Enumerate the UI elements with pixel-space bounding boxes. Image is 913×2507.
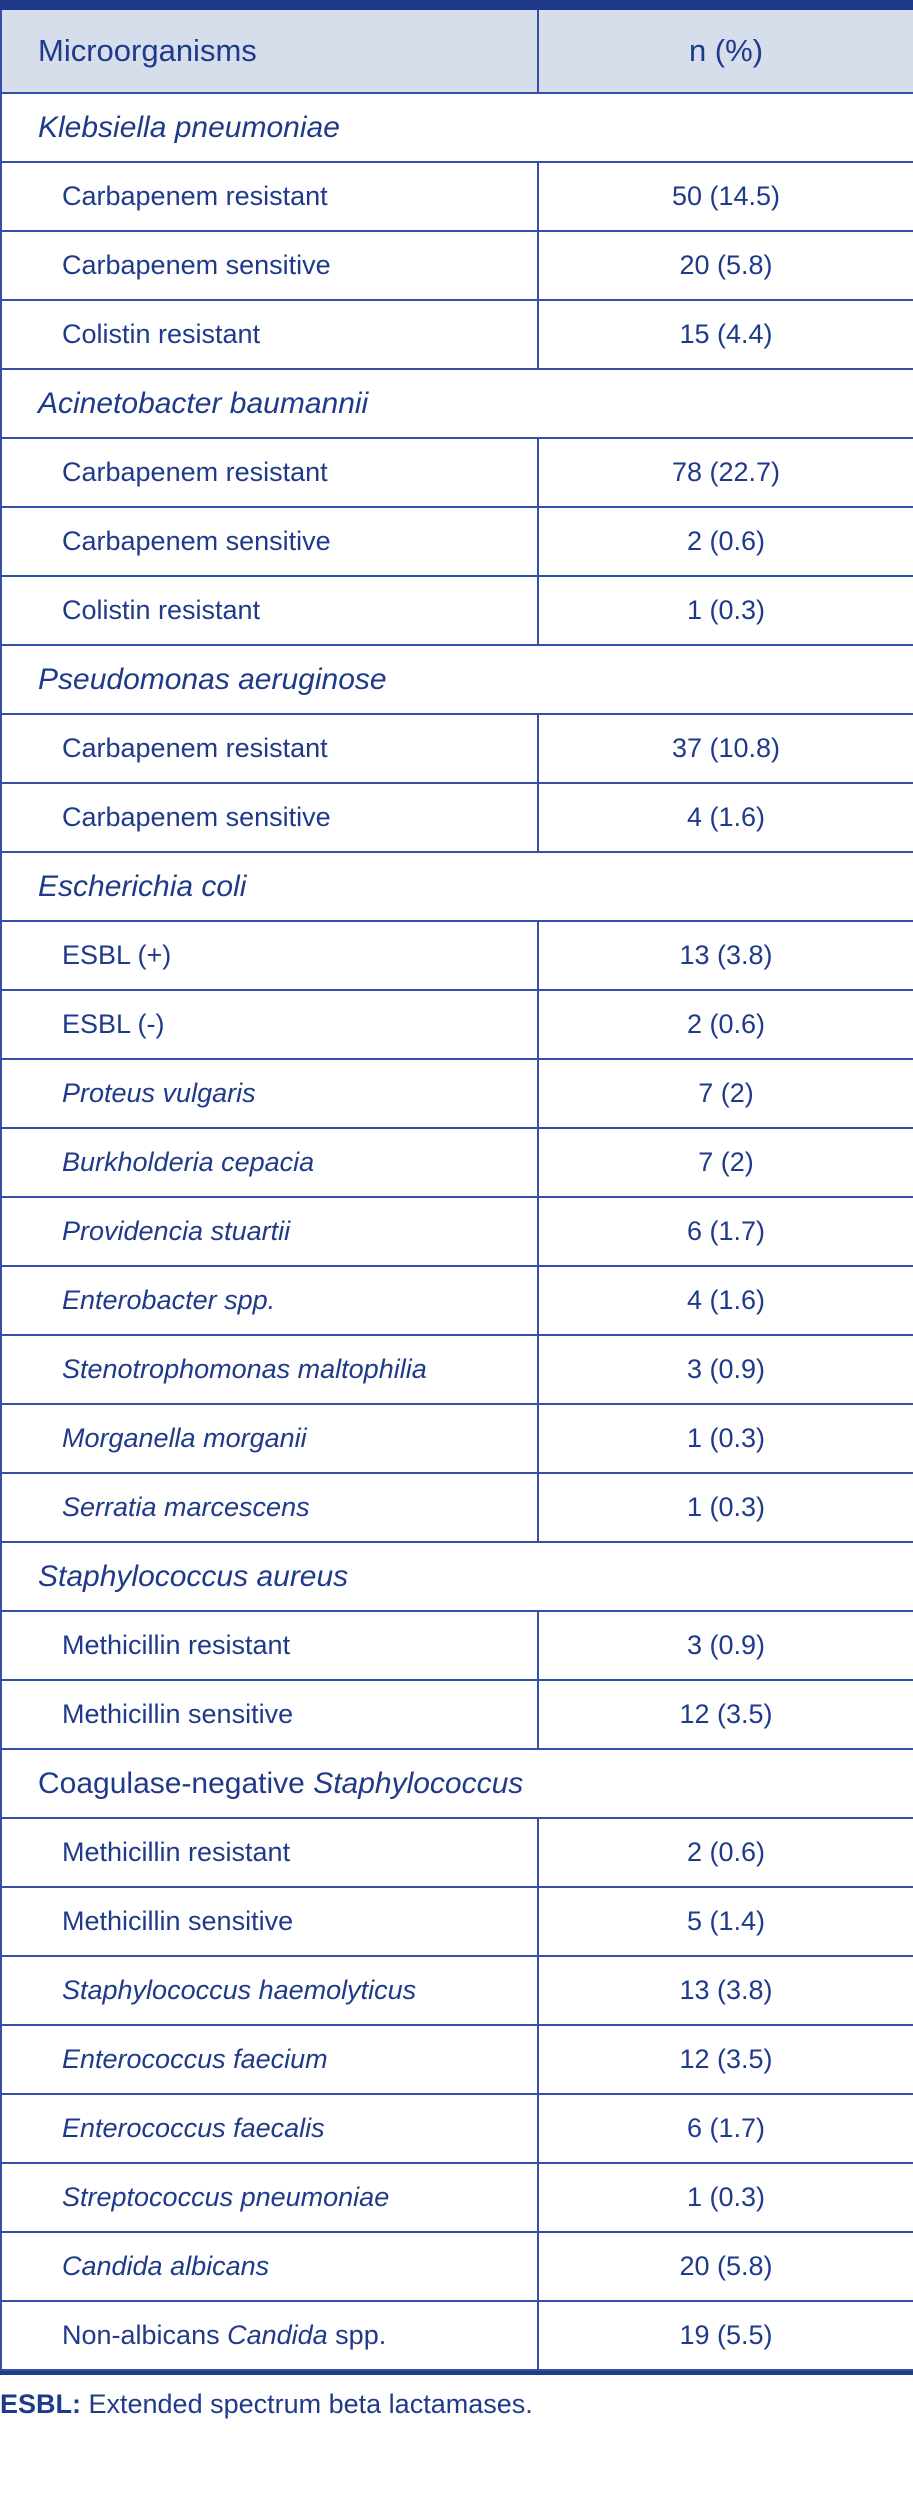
row-value: 15 (4.4) (538, 300, 913, 369)
table-row (1, 2094, 913, 2163)
row-value: 4 (1.6) (538, 1266, 913, 1335)
row-label: Methicillin resistant (1, 1818, 538, 1887)
row-label: Morganella morganii (1, 1404, 538, 1473)
group-row (1, 1749, 913, 1818)
group-row (1, 852, 913, 921)
group-name: Pseudomonas aeruginose (1, 645, 913, 714)
row-label: Burkholderia cepacia (1, 1128, 538, 1197)
table-row (1, 1335, 913, 1404)
table-row (1, 1266, 913, 1335)
top-rule (0, 0, 913, 10)
row-label: Carbapenem resistant (1, 438, 538, 507)
header-row (1, 10, 913, 93)
row-label: Colistin resistant (1, 576, 538, 645)
row-label: ESBL (-) (1, 990, 538, 1059)
table-row (1, 2232, 913, 2301)
row-value: 13 (3.8) (538, 1956, 913, 2025)
table-row (1, 1611, 913, 1680)
row-value: 1 (0.3) (538, 2163, 913, 2232)
row-value: 20 (5.8) (538, 231, 913, 300)
table-row (1, 162, 913, 231)
row-value: 1 (0.3) (538, 576, 913, 645)
row-label: Carbapenem sensitive (1, 507, 538, 576)
footnote-text: Extended spectrum beta lactamases. (81, 2389, 533, 2419)
table-row (1, 2163, 913, 2232)
table-row (1, 231, 913, 300)
row-value: 12 (3.5) (538, 2025, 913, 2094)
row-value: 13 (3.8) (538, 921, 913, 990)
group-row (1, 645, 913, 714)
group-name (1, 1749, 913, 1818)
row-label: Enterococcus faecium (1, 2025, 538, 2094)
table-row (1, 1956, 913, 2025)
table-row (1, 921, 913, 990)
row-label: Enterococcus faecalis (1, 2094, 538, 2163)
table-row (1, 507, 913, 576)
row-value: 7 (2) (538, 1128, 913, 1197)
table-row (1, 300, 913, 369)
row-value: 5 (1.4) (538, 1887, 913, 1956)
table-row (1, 990, 913, 1059)
row-label (1, 2301, 538, 2370)
row-label: Candida albicans (1, 2232, 538, 2301)
row-value: 19 (5.5) (538, 2301, 913, 2370)
table-row (1, 2025, 913, 2094)
table-row (1, 1680, 913, 1749)
row-value: 6 (1.7) (538, 2094, 913, 2163)
row-label: Stenotrophomonas maltophilia (1, 1335, 538, 1404)
row-label: Enterobacter spp. (1, 1266, 538, 1335)
table-row (1, 438, 913, 507)
row-label: ESBL (+) (1, 921, 538, 990)
row-value: 50 (14.5) (538, 162, 913, 231)
table-row (1, 1473, 913, 1542)
row-value: 4 (1.6) (538, 783, 913, 852)
table-row (1, 714, 913, 783)
table-row (1, 1818, 913, 1887)
microorganisms-table (0, 10, 913, 2371)
row-value: 1 (0.3) (538, 1404, 913, 1473)
row-value: 78 (22.7) (538, 438, 913, 507)
table-row (1, 1197, 913, 1266)
row-label: Providencia stuartii (1, 1197, 538, 1266)
row-label: Streptococcus pneumoniae (1, 2163, 538, 2232)
footnote-abbr: ESBL: (0, 2389, 81, 2419)
table-row (1, 783, 913, 852)
row-value: 20 (5.8) (538, 2232, 913, 2301)
row-label: Colistin resistant (1, 300, 538, 369)
row-label-italic: Candida (227, 2320, 328, 2350)
row-label: Carbapenem sensitive (1, 783, 538, 852)
table-row (1, 1404, 913, 1473)
row-label: Methicillin resistant (1, 1611, 538, 1680)
row-label: Methicillin sensitive (1, 1680, 538, 1749)
row-label: Carbapenem resistant (1, 714, 538, 783)
footnote (0, 2375, 913, 2420)
group-name: Klebsiella pneumoniae (1, 93, 913, 162)
row-label: Carbapenem sensitive (1, 231, 538, 300)
row-label: Staphylococcus haemolyticus (1, 1956, 538, 2025)
row-label: Serratia marcescens (1, 1473, 538, 1542)
row-value: 37 (10.8) (538, 714, 913, 783)
row-value: 2 (0.6) (538, 990, 913, 1059)
table-row (1, 1887, 913, 1956)
group-name: Acinetobacter baumannii (1, 369, 913, 438)
row-label: Carbapenem resistant (1, 162, 538, 231)
row-label-suffix: spp. (327, 2320, 387, 2350)
group-row (1, 369, 913, 438)
group-row (1, 93, 913, 162)
row-value: 3 (0.9) (538, 1611, 913, 1680)
row-value: 12 (3.5) (538, 1680, 913, 1749)
row-value: 1 (0.3) (538, 1473, 913, 1542)
header-microorganisms: Microorganisms (1, 10, 538, 93)
row-label: Proteus vulgaris (1, 1059, 538, 1128)
table-row (1, 2301, 913, 2370)
row-value: 3 (0.9) (538, 1335, 913, 1404)
row-label-prefix: Non-albicans (62, 2320, 228, 2350)
group-name-italic: Staphylococcus (313, 1766, 524, 1800)
table-row (1, 576, 913, 645)
row-value: 2 (0.6) (538, 507, 913, 576)
row-value: 6 (1.7) (538, 1197, 913, 1266)
header-n-percent: n (%) (538, 10, 913, 93)
table-row (1, 1128, 913, 1197)
table-row (1, 1059, 913, 1128)
row-value: 7 (2) (538, 1059, 913, 1128)
row-value: 2 (0.6) (538, 1818, 913, 1887)
group-name-prefix: Coagulase-negative (38, 1766, 314, 1800)
group-name: Escherichia coli (1, 852, 913, 921)
group-name: Staphylococcus aureus (1, 1542, 913, 1611)
group-row (1, 1542, 913, 1611)
row-label: Methicillin sensitive (1, 1887, 538, 1956)
